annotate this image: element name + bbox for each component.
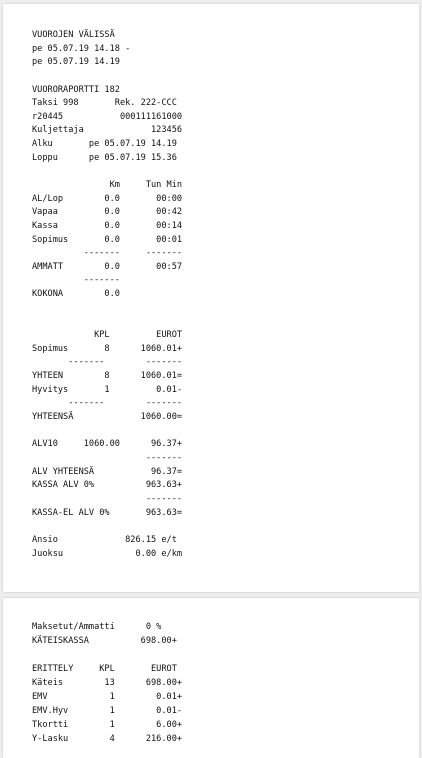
receipt-line: Sopimus 0.0 00:01: [32, 235, 183, 245]
receipt-line: -------: [32, 494, 183, 504]
receipt-line: AMMATT 0.0 00:57: [32, 262, 183, 272]
receipt-line: Sopimus 8 1060.01+: [32, 344, 183, 354]
receipt-line: EMV 1 0.01+: [32, 692, 183, 702]
receipt-line: Vapaa 0.0 00:42: [32, 207, 183, 217]
receipt-line: Kuljettaja 123456: [32, 125, 183, 135]
receipt-line: AL/Lop 0.0 00:00: [32, 194, 183, 204]
receipt-line: Juoksu 0.00 e/km: [32, 549, 183, 559]
receipt-line: -------: [32, 275, 120, 285]
receipt-line: Maksetut/Ammatti 0 %: [32, 622, 162, 632]
receipt-line: -------: [32, 453, 183, 463]
receipt-line: Tkortti 1 6.00+: [32, 720, 183, 730]
receipt-line: Ansio 826.15 e/t: [32, 535, 177, 545]
receipt-line: Käteis 13 698.00+: [32, 678, 183, 688]
receipt-line: YHTEEN 8 1060.01=: [32, 371, 183, 381]
receipt-line: Kassa 0.0 00:14: [32, 221, 183, 231]
receipt-line: pe 05.07.19 14.19: [32, 57, 120, 67]
receipt-line: Km Tun Min: [32, 180, 183, 190]
receipt-line: ALV YHTEENSÄ 96.37=: [32, 467, 183, 477]
receipt-line: KÄTEISKASSA 698.00+: [32, 636, 177, 646]
receipt-line: ------- -------: [32, 357, 183, 367]
receipt-line: KASSA-EL ALV 0% 963.63=: [32, 508, 183, 518]
receipt-line: pe 05.07.19 14.18 -: [32, 44, 131, 54]
receipt-line: KOKONA 0.0: [32, 289, 120, 299]
receipt-line: EMV.Hyv 1 0.01-: [32, 706, 183, 716]
receipt-line: KASSA ALV 0% 963.63+: [32, 480, 183, 490]
receipt-page-1: [3, 4, 419, 592]
receipt-line: ERITTELY KPL EUROT: [32, 664, 177, 674]
receipt-line: Taksi 998 Rek. 222-CCC: [32, 98, 177, 108]
receipt-line: VUORORAPORTTI 182: [32, 85, 120, 95]
receipt-line: Alku pe 05.07.19 14.19: [32, 139, 177, 149]
receipt-line: r20445 000111161000: [32, 112, 183, 122]
receipt-page-2: [3, 598, 419, 758]
receipt-line: KPL EUROT: [32, 330, 183, 340]
receipt-line: ------- -------: [32, 398, 183, 408]
receipt-line: Loppu pe 05.07.19 15.36: [32, 153, 177, 163]
receipt-line: Y-Lasku 4 216.00+: [32, 734, 183, 744]
receipt-line: VUOROJEN VÄLISSÄ: [32, 30, 115, 40]
receipt-line: Hyvitys 1 0.01-: [32, 385, 183, 395]
receipt-line: ALV10 1060.00 96.37+: [32, 439, 183, 449]
receipt-line: YHTEENSÄ 1060.00=: [32, 412, 183, 422]
receipt-line: ------- -------: [32, 248, 183, 258]
